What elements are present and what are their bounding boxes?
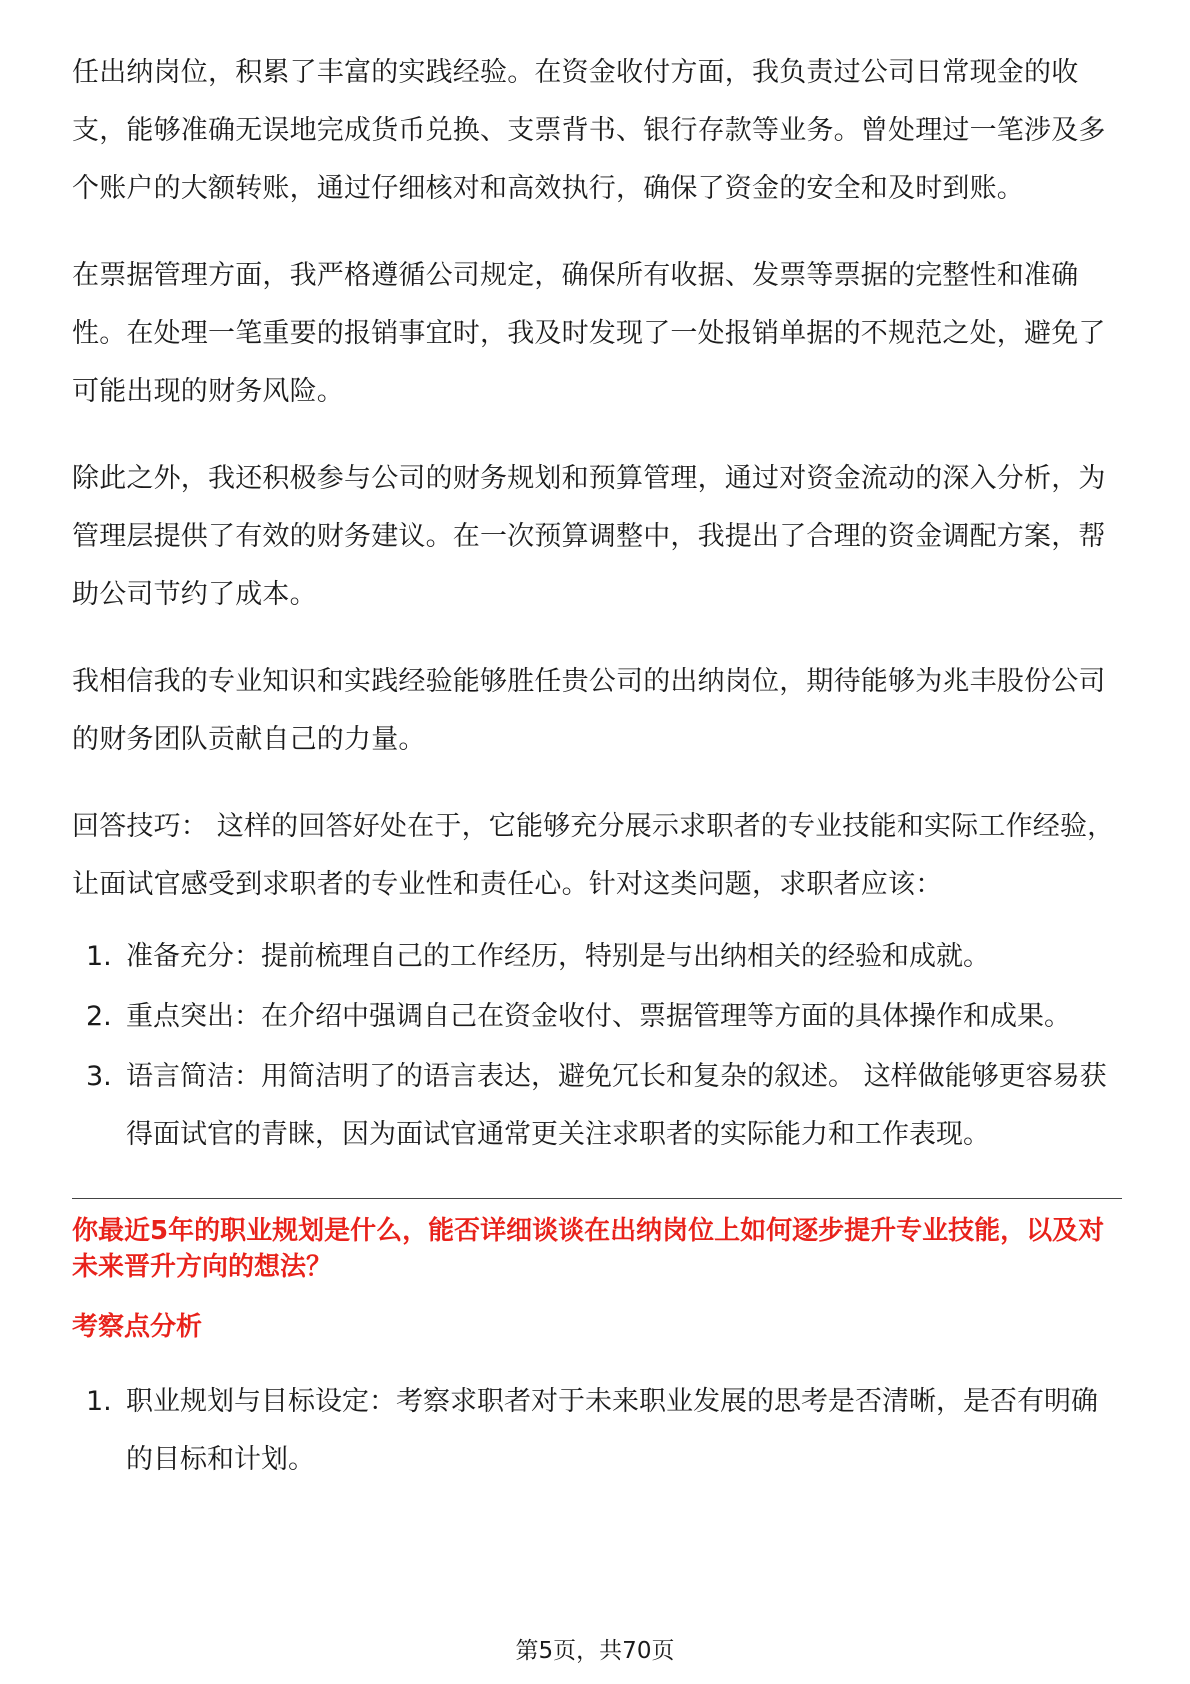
paragraph-financial-planning: 除此之外，我还积极参与公司的财务规划和预算管理，通过对资金流动的深入分析，为管理层提供了有效的财务建议。在一次预算调整中，我提出了合理的资金调配方案，帮助公司节约了成本。 xyxy=(72,463,1106,610)
paragraph-cashier-experience: 任出纳岗位，积累了丰富的实践经验。在资金收付方面，我负责过公司日常现金的收支，能够准确无误地完成货币兑换、支票背书、银行存款等业务。曾处理过一笔涉及多个账户的大额转账，通过仔细核对和高效执行，确保了资金的安全和及时到账。 xyxy=(72,57,1106,204)
list-text: 职业规划与目标设定：考察求职者对于未来职业发展的思考是否清晰，是否有明确的目标和计划。 xyxy=(126,1386,1098,1475)
section-divider xyxy=(72,1198,1122,1199)
list-number: 2. xyxy=(86,1001,112,1032)
list-number: 1. xyxy=(86,941,112,972)
list-item xyxy=(72,928,1122,986)
list-number: 3. xyxy=(86,1061,112,1092)
paragraph-bill-management: 在票据管理方面，我严格遵循公司规定，确保所有收据、发票等票据的完整性和准确性。在处理一笔重要的报销事宜时，我及时发现了一处报销单据的不规范之处，避免了可能出现的财务风险。 xyxy=(72,260,1106,407)
paragraph-answer-tips: 回答技巧： 这样的回答好处在于，它能够充分展示求职者的专业技能和实际工作经验，让面试官感受到求职者的专业性和责任心。针对这类问题，求职者应该： xyxy=(72,811,1115,900)
list-text: 准备充分：提前梳理自己的工作经历，特别是与出纳相关的经验和成就。 xyxy=(126,941,990,972)
list-item xyxy=(72,1048,1122,1164)
paragraph-conclusion: 我相信我的专业知识和实践经验能够胜任贵公司的出纳岗位，期待能够为兆丰股份公司的财务团队贡献自己的力量。 xyxy=(72,666,1106,755)
document-page xyxy=(72,44,1122,1509)
section-title: 考察点分析 xyxy=(72,1312,203,1342)
list-number: 1. xyxy=(86,1386,112,1417)
list-item xyxy=(72,1373,1122,1489)
list-text: 重点突出：在介绍中强调自己在资金收付、票据管理等方面的具体操作和成果。 xyxy=(126,1001,1071,1032)
tips-list xyxy=(72,928,1122,1164)
analysis-list xyxy=(72,1373,1122,1489)
list-item xyxy=(72,988,1122,1046)
interview-question: 你最近5年的职业规划是什么，能否详细谈谈在出纳岗位上如何逐步提升专业技能，以及对未来晋升方向的想法？ xyxy=(72,1216,1105,1282)
page-footer: 第5页，共70页 xyxy=(515,1638,675,1664)
list-text: 语言简洁：用简洁明了的语言表达，避免冗长和复杂的叙述。 这样做能够更容易获得面试官的青睐，因为面试官通常更关注求职者的实际能力和工作表现。 xyxy=(126,1061,1107,1150)
